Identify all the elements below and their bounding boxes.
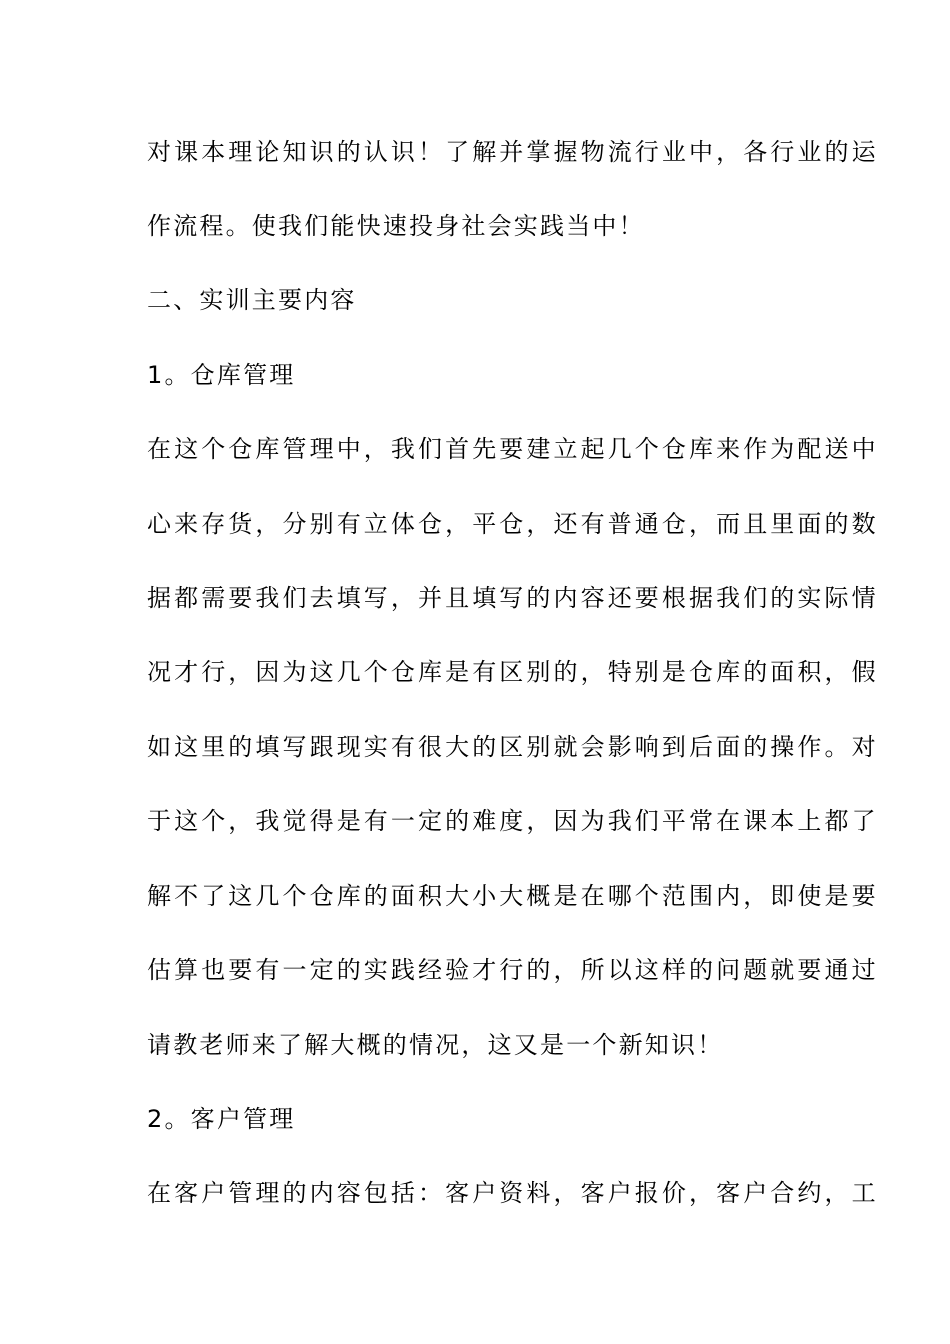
paragraph-line: 心来存货，分别有立体仓，平仓，还有普通仓，而且里面的数 bbox=[147, 510, 879, 538]
paragraph-line: 在客户管理的内容包括：客户资料，客户报价，客户合约，工 bbox=[147, 1179, 879, 1207]
subsection-heading: 2。客户管理 bbox=[147, 1105, 296, 1133]
paragraph-line: 况才行，因为这几个仓库是有区别的，特别是仓库的面积，假 bbox=[147, 658, 879, 686]
paragraph-line: 对课本理论知识的认识！了解并掌握物流行业中，各行业的运 bbox=[147, 138, 879, 166]
paragraph-line: 在这个仓库管理中，我们首先要建立起几个仓库来作为配送中 bbox=[147, 435, 879, 463]
subsection-heading: 1。仓库管理 bbox=[147, 361, 296, 389]
paragraph-line: 估算也要有一定的实践经验才行的，所以这样的问题就要通过 bbox=[147, 956, 879, 984]
paragraph-line: 解不了这几个仓库的面积大小大概是在哪个范围内，即使是要 bbox=[147, 882, 879, 910]
paragraph-line: 作流程。使我们能快速投身社会实践当中！ bbox=[147, 212, 645, 240]
section-heading: 二、实训主要内容 bbox=[147, 286, 357, 314]
paragraph-line: 于这个，我觉得是有一定的难度，因为我们平常在课本上都了 bbox=[147, 807, 879, 835]
paragraph-line: 如这里的填写跟现实有很大的区别就会影响到后面的操作。对 bbox=[147, 733, 879, 761]
paragraph-line: 据都需要我们去填写，并且填写的内容还要根据我们的实际情 bbox=[147, 584, 879, 612]
paragraph-line: 请教老师来了解大概的情况，这又是一个新知识！ bbox=[147, 1031, 724, 1059]
